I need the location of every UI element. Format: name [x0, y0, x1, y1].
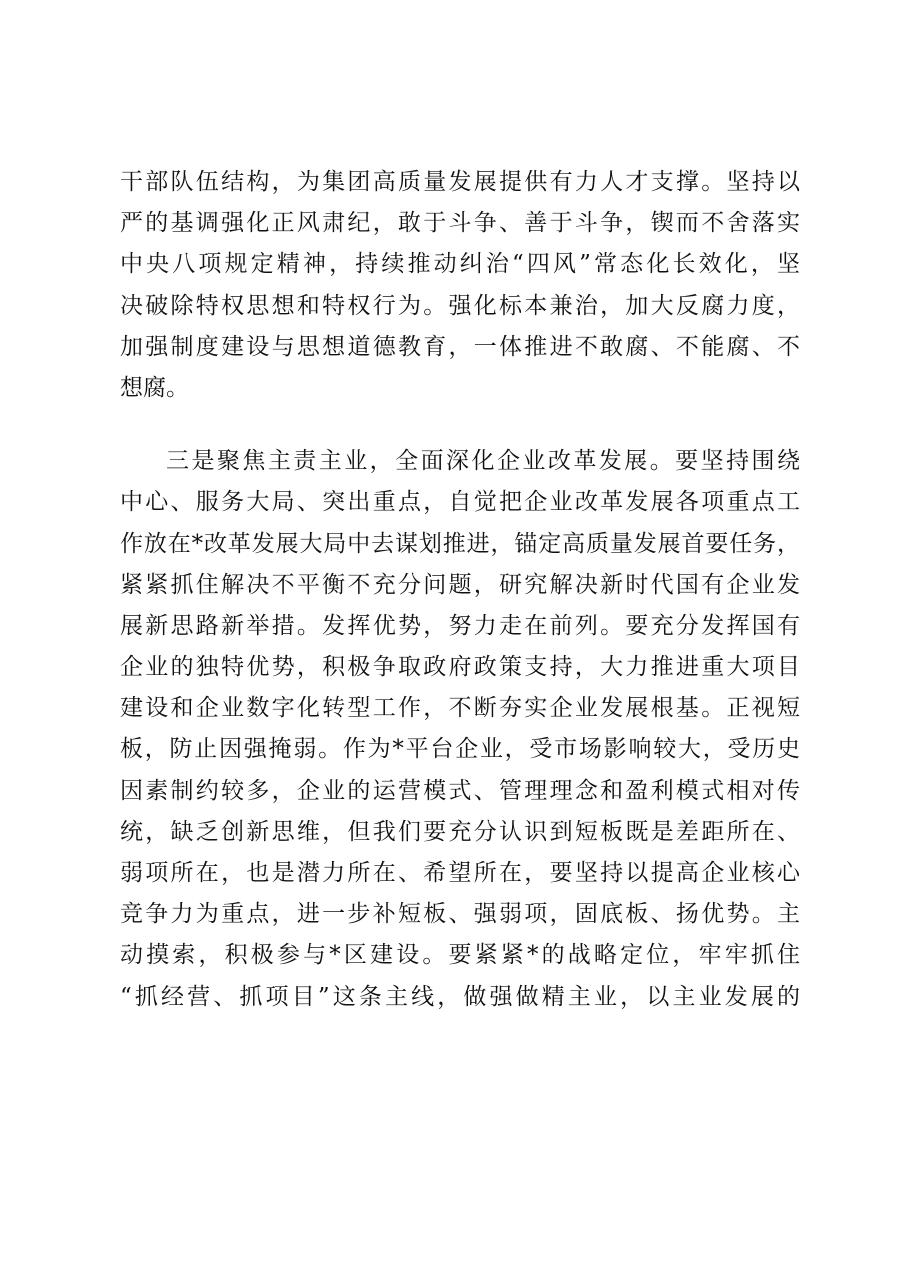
text-line: “抓经营、抓项目”这条主线，做强做精主业，以主业发展的: [120, 983, 800, 1010]
text-line: 竞争力为重点，进一步补短板、强弱项，固底板、扬优势。主: [120, 901, 800, 928]
text-line: 弱项所在，也是潜力所在、希望所在，要坚持以提高企业核心: [120, 860, 800, 886]
paragraph-2: [120, 441, 800, 1018]
body-text: [120, 162, 800, 1018]
text-line: 中央八项规定精神，持续推动纠治“四风”常态化长效化，坚: [120, 251, 800, 278]
text-line: 决破除特权思想和特权行为。强化标本兼治，加大反腐力度，: [120, 292, 800, 319]
text-line: 加强制度建设与思想道德教育，一体推进不敢腐、不能腐、不: [120, 333, 800, 360]
text-line: 三是聚焦主责主业，全面深化企业改革发展。要坚持围绕: [166, 448, 800, 475]
text-line: 建设和企业数字化转型工作，不断夯实企业发展根基。正视短: [120, 695, 800, 722]
text-line: 干部队伍结构，为集团高质量发展提供有力人才支撑。坚持以: [120, 169, 800, 195]
paragraph-spacer: [120, 409, 800, 441]
text-line: 企业的独特优势，积极争取政府政策支持，大力推进重大项目: [120, 654, 800, 681]
text-line: 因素制约较多，企业的运营模式、管理理念和盈利模式相对传: [120, 777, 800, 804]
text-line: 中心、服务大局、突出重点，自觉把企业改革发展各项重点工: [120, 489, 800, 516]
text-line: 板，防止因强掩弱。作为*平台企业，受市场影响较大，受历史: [120, 736, 800, 763]
text-line: 动摸索，积极参与*区建设。要紧紧*的战略定位，牢牢抓住: [120, 942, 800, 969]
text-line: 严的基调强化正风肃纪，敢于斗争、善于斗争，锲而不舍落实: [120, 210, 800, 237]
paragraph-1: [120, 162, 800, 409]
text-line: 作放在*改革发展大局中去谋划推进，锚定高质量发展首要任务，: [120, 530, 800, 557]
text-line: 想腐。: [120, 374, 189, 401]
text-line: 统，缺乏创新思维，但我们要充分认识到短板既是差距所在、: [120, 818, 800, 845]
text-line: 紧紧抓住解决不平衡不充分问题，研究解决新时代国有企业发: [120, 571, 800, 598]
text-line: 展新思路新举措。发挥优势，努力走在前列。要充分发挥国有: [120, 612, 800, 639]
